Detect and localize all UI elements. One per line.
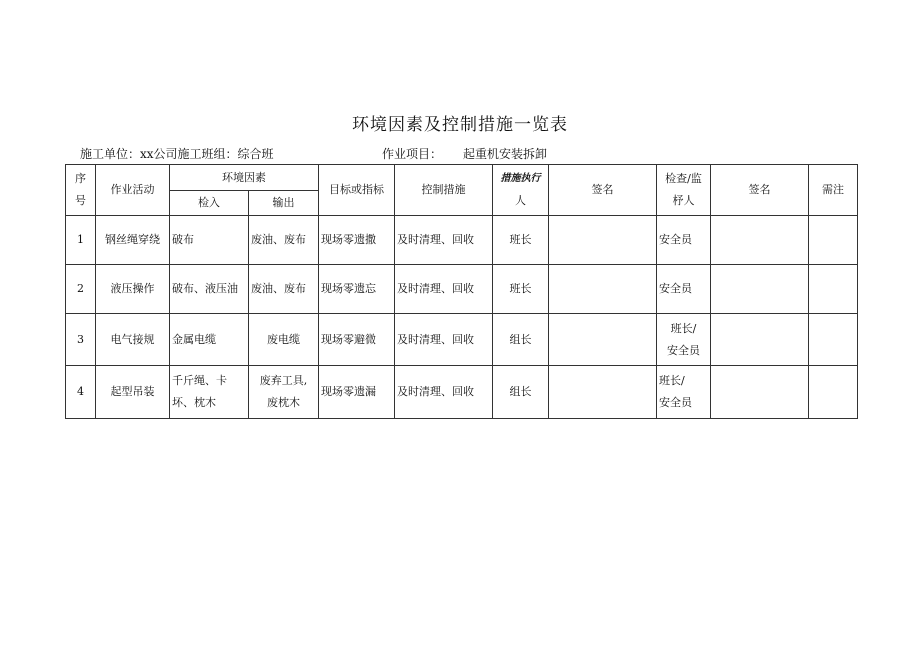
table-row <box>66 216 858 265</box>
row-activity: 钢丝绳穿绕 <box>96 216 170 265</box>
page-title: 环境因素及控制措施一览表 <box>352 115 568 135</box>
row-no: 2 <box>66 265 96 314</box>
row-sign-1[interactable] <box>549 314 657 366</box>
row-checker: 班长/ 安全员 <box>657 366 711 419</box>
row-note[interactable] <box>809 265 858 314</box>
row-output: 废弃工具, 废枕木 <box>249 366 319 419</box>
row-output: 废油、废布 <box>249 216 319 265</box>
row-checker: 班长/ 安全员 <box>657 314 711 366</box>
row-exec: 组长 <box>493 314 549 366</box>
row-exec: 班长 <box>493 216 549 265</box>
row-activity: 起型吊装 <box>96 366 170 419</box>
row-note[interactable] <box>809 216 858 265</box>
row-sign-2[interactable] <box>711 314 809 366</box>
table-row <box>66 366 858 419</box>
env-factor-header: 环境因素 <box>170 165 319 191</box>
row-control: 及时清理、回收 <box>395 265 493 314</box>
row-sign-2[interactable] <box>711 265 809 314</box>
note-header: 需注 <box>809 165 858 216</box>
row-output: 废油、废布 <box>249 265 319 314</box>
sign-header-2: 签名 <box>711 165 809 216</box>
row-input: 金属电缆 <box>170 314 249 366</box>
target-header: 目标或指标 <box>319 165 395 216</box>
row-exec: 组长 <box>493 366 549 419</box>
row-control: 及时清理、回收 <box>395 314 493 366</box>
row-target: 现场零遗漏 <box>319 366 395 419</box>
row-note[interactable] <box>809 366 858 419</box>
project-label: 作业项目： <box>382 147 443 161</box>
row-input: 千斤绳、卡 坏、枕木 <box>170 366 249 419</box>
row-target: 现场零遗撒 <box>319 216 395 265</box>
exec-header: 措施执行 人 <box>493 165 549 216</box>
row-sign-2[interactable] <box>711 366 809 419</box>
row-sign-1[interactable] <box>549 366 657 419</box>
row-target: 现场零遗忘 <box>319 265 395 314</box>
project-value: 起重机安装拆卸 <box>463 147 548 161</box>
activity-header: 作业活动 <box>96 165 170 216</box>
row-activity: 液压操作 <box>96 265 170 314</box>
table-row <box>66 265 858 314</box>
row-sign-1[interactable] <box>549 216 657 265</box>
control-header: 控制措施 <box>395 165 493 216</box>
seq-header: 序 号 <box>66 165 96 216</box>
row-input: 破布 <box>170 216 249 265</box>
row-sign-1[interactable] <box>549 265 657 314</box>
row-checker: 安全员 <box>657 216 711 265</box>
environment-factor-table <box>65 164 858 419</box>
input-header: 检入 <box>170 191 249 216</box>
row-target: 现场零避微 <box>319 314 395 366</box>
output-header: 输出 <box>249 191 319 216</box>
row-note[interactable] <box>809 314 858 366</box>
row-activity: 电气接规 <box>96 314 170 366</box>
row-input: 破布、液压油 <box>170 265 249 314</box>
row-sign-2[interactable] <box>711 216 809 265</box>
checker-header: 检查/监 杼人 <box>657 165 711 216</box>
row-control: 及时清理、回收 <box>395 216 493 265</box>
row-control: 及时清理、回收 <box>395 366 493 419</box>
row-no: 4 <box>66 366 96 419</box>
row-exec: 班长 <box>493 265 549 314</box>
construction-unit: 施工单位：xx公司施工班组：综合班 <box>80 147 274 161</box>
row-no: 3 <box>66 314 96 366</box>
sign-header-1: 签名 <box>549 165 657 216</box>
header-row <box>66 165 858 191</box>
row-no: 1 <box>66 216 96 265</box>
row-output: 废电缆 <box>249 314 319 366</box>
table-row <box>66 314 858 366</box>
row-checker: 安全员 <box>657 265 711 314</box>
